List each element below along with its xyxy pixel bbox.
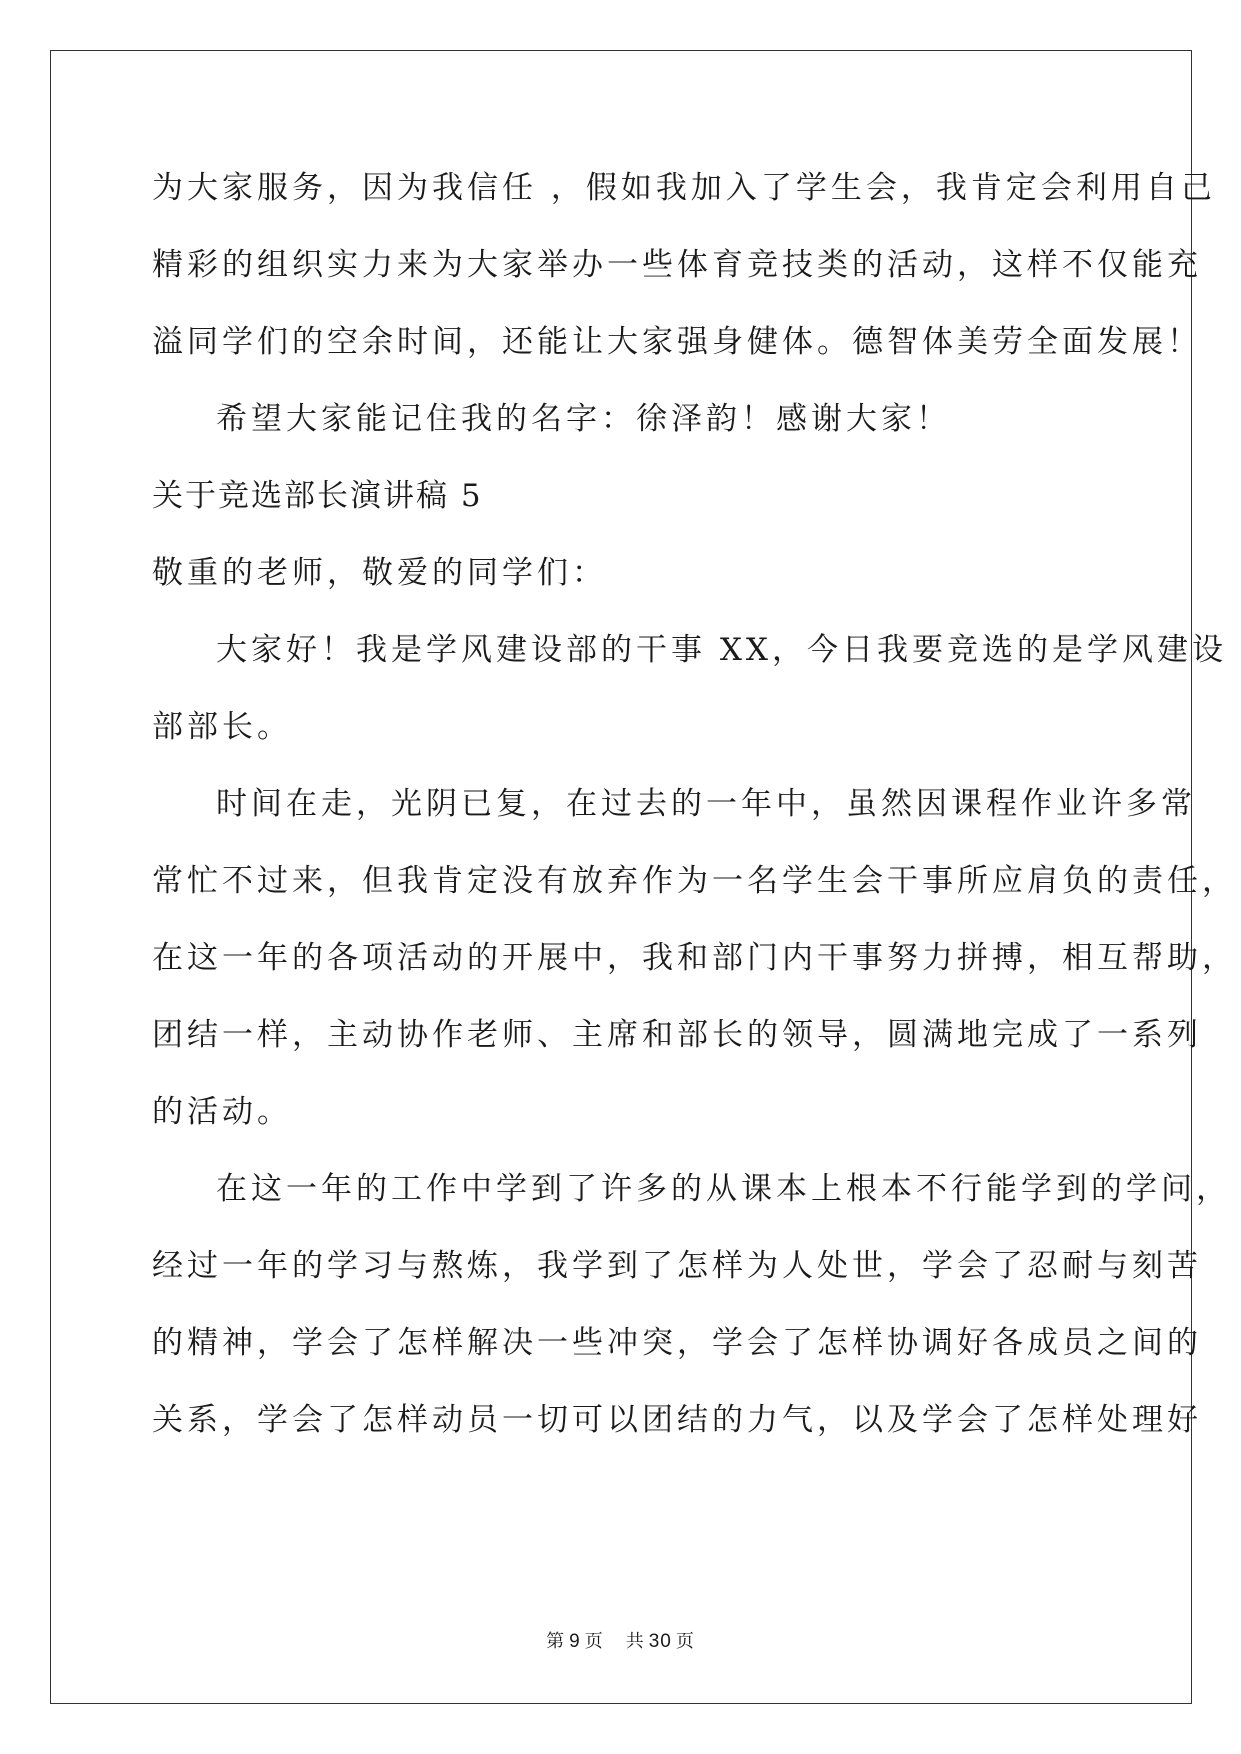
text-line: 溢同学们的空余时间，还能让大家强身健体。德智体美劳全面发展！ xyxy=(152,324,1202,360)
text-line: 大家好！我是学风建设部的干事 XX，今日我要竞选的是学风建设 xyxy=(216,632,1227,668)
text-line: 经过一年的学习与熬炼，我学到了怎样为人处世，学会了忍耐与刻苦 xyxy=(152,1248,1202,1284)
page-footer xyxy=(0,1627,1241,1653)
salutation: 敬重的老师，敬爱的同学们： xyxy=(152,555,607,591)
text-line: 的活动。 xyxy=(152,1094,292,1130)
text-line: 关系，学会了怎样动员一切可以团结的力气，以及学会了怎样处理好 xyxy=(152,1402,1202,1438)
text-line: 希望大家能记住我的名字：徐泽韵！感谢大家！ xyxy=(216,401,951,437)
page-number: 9 xyxy=(569,1631,581,1652)
text-line: 为大家服务，因为我信任 ，假如我加入了学生会，我肯定会利用自己 xyxy=(152,170,1216,206)
text-line: 在这一年的各项活动的开展中，我和部门内干事努力拼搏，相互帮助， xyxy=(152,940,1237,976)
page-suffix: 页 xyxy=(584,1631,604,1652)
text-line: 的精神，学会了怎样解决一些冲突，学会了怎样协调好各成员之间的 xyxy=(152,1325,1202,1361)
text-line: 团结一样，主动协作老师、主席和部长的领导，圆满地完成了一系列 xyxy=(152,1017,1202,1053)
text-line: 在这一年的工作中学到了许多的从课本上根本不行能学到的学问， xyxy=(216,1171,1231,1207)
document-body xyxy=(152,160,1237,1469)
page-prefix: 第 xyxy=(546,1631,566,1652)
total-suffix: 页 xyxy=(675,1631,695,1652)
total-pages: 30 xyxy=(648,1631,672,1652)
total-prefix: 共 xyxy=(625,1631,645,1652)
text-line: 常忙不过来，但我肯定没有放弃作为一名学生会干事所应肩负的责任， xyxy=(152,863,1237,899)
section-heading: 关于竞选部长演讲稿 5 xyxy=(152,478,483,514)
text-line: 部部长。 xyxy=(152,709,292,745)
text-line: 精彩的组织实力来为大家举办一些体育竞技类的活动，这样不仅能充 xyxy=(152,247,1202,283)
text-line: 时间在走，光阴已复，在过去的一年中，虽然因课程作业许多常 xyxy=(216,786,1196,822)
